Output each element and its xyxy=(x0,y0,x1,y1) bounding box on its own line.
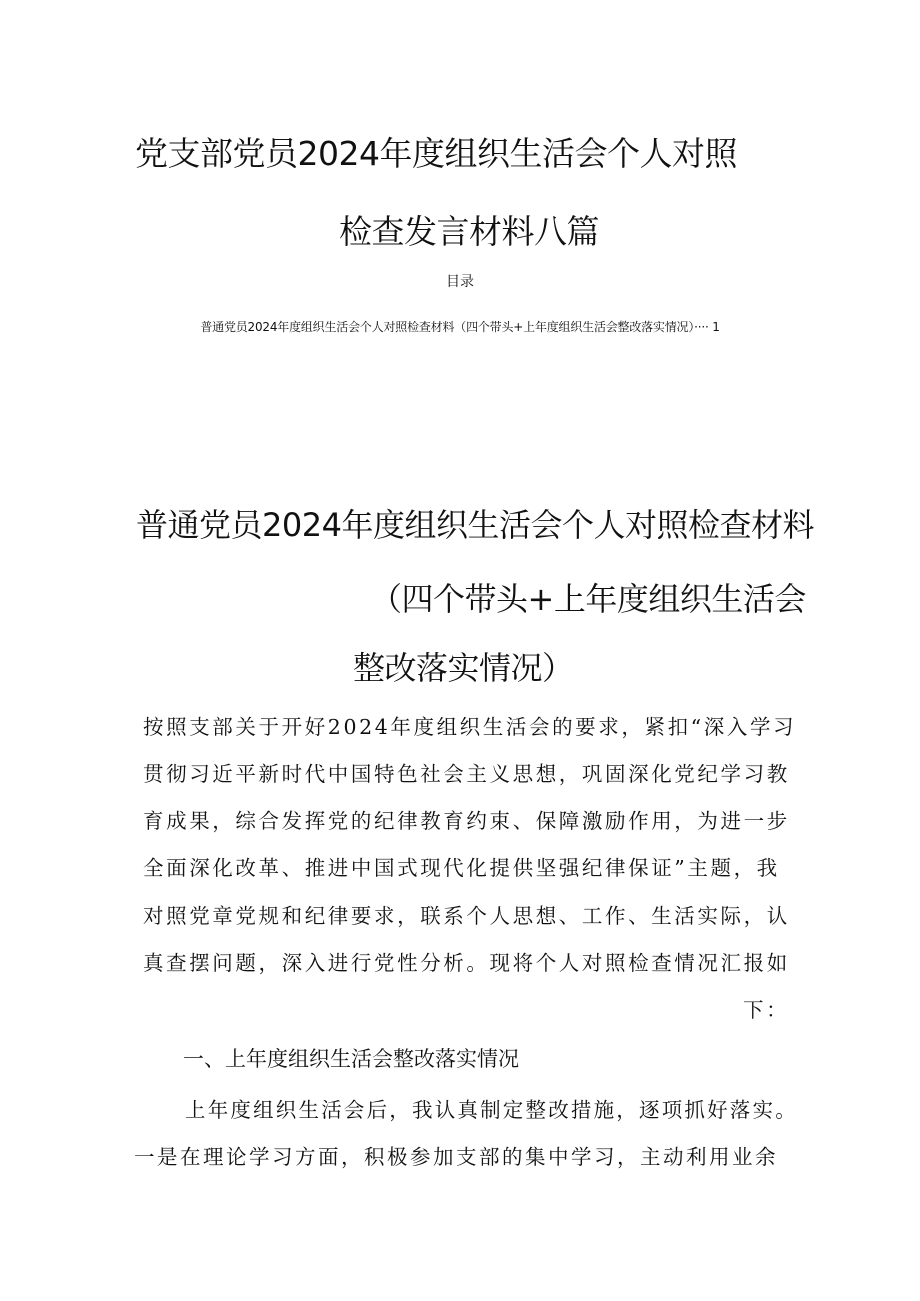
section-line: 一是在理论学习方面，积极参加支部的集中学习，主动利用业余 xyxy=(134,1145,778,1169)
document-title-line-2: 检查发言材料八篇 xyxy=(339,212,599,251)
intro-line: 下： xyxy=(743,998,790,1022)
intro-line: 真查摆问题，深入进行党性分析。现将个人对照检查情况汇报如 xyxy=(143,951,790,975)
section-heading: 一、上年度组织生活会整改落实情况 xyxy=(183,1047,519,1071)
intro-line: 贯彻习近平新时代中国特色社会主义思想，巩固深化党纪学习教 xyxy=(143,762,790,786)
toc-entry[interactable]: 普通党员2024年度组织生活会个人对照检查材料（四个带头+上年度组织生活会整改落实情况）···· 1 xyxy=(200,320,720,334)
intro-line: 全面深化改革、推进中国式现代化提供坚强纪律保证”主题，我 xyxy=(143,856,780,880)
intro-line: 按照支部关于开好2024年度组织生活会的要求，紧扣“深入学习 xyxy=(143,715,797,739)
article-title-line-1: 普通党员2024年度组织生活会个人对照检查材料 xyxy=(136,506,814,544)
article-title-line-2: （四个带头+上年度组织生活会 xyxy=(370,580,806,618)
intro-line: 对照党章党规和纪律要求，联系个人思想、工作、生活实际，认 xyxy=(143,904,790,928)
article-title-line-3: 整改落实情况） xyxy=(353,649,574,687)
document-title-line-1: 党支部党员2024年度组织生活会个人对照 xyxy=(135,134,737,173)
toc-heading: 目录 xyxy=(446,274,474,290)
intro-line: 育成果，综合发挥党的纪律教育约束、保障激励作用，为进一步 xyxy=(143,809,790,833)
section-line: 上年度组织生活会后，我认真制定整改措施，逐项抓好落实。 xyxy=(185,1098,798,1122)
